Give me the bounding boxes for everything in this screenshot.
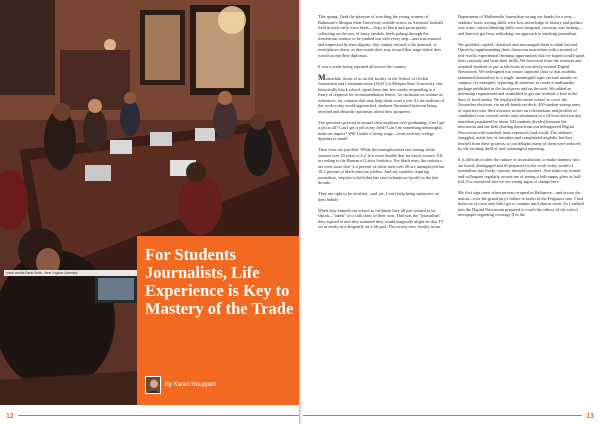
right-page	[303, 0, 600, 424]
paragraph: This spring, I had the pleasure of watching the young women of Baltimore's Morgan State University wobble across an Astroturf football field in their early worn heels—clops of black and green plastic collecting on the toes of fancy sandals, heels poking through the treacherous surface to be yanked out with every step—and was amused and impressed by their dignity; they simply refused to be deterred, or even glance down, as they made their way toward that stage where they would accept their diplomas.	[318, 14, 443, 58]
byline-text: By Karen Houppert	[165, 382, 217, 388]
footer-rule-left	[18, 415, 300, 416]
author-headshot	[145, 376, 161, 394]
paragraph: The questions pressed in around their euphoria over graduating: Can I get a job at all? Can I get a job in my field? Can I do something meaningful, make an impact? Will I make a living wage—even with my college diploma in hand?	[318, 119, 445, 141]
paragraph: We prodded, cajoled, chastised and encouraged them to think beyond Oprah by supplementing their classroom instruction with a myriad of real-world, experiential learning opportunities that we hoped would spark their curiosity and hone their skills. We borrowed from the sciences and required students to put in lab hours in our newly-created Digital Newsroom. We redesigned our senior capstone class so that students immersed themselves in a single, meaningful topic (sexual assault on campus, for example), reporting all semester to create a multimedia package published in the local press and on the web. We added an internship requirement and scrambled to get our students a foot in the door of local media. We deployed the entire school to cover the November elections via an all-hands-on-deck, 400-student-strong army of reporters who filed advance stories on referendums and profiles of candidates over several weeks and culminated in a 24-hour election day marathon populated by about 100 students divided between the newsroom and the field (fueling them from our beleaguered Digital Newsroom with standard-issue reporterly junk food). The students struggled, made lots of mistakes and complained mightily but they learned from these projects; to our delight, many of them were seduced by the exciting thrill of real, meaningful reporting.	[458, 41, 585, 151]
paragraph: Their fears are justified. While the unemployment rate among white women over 20 today is 4.2, it is more double that for black women, 8.8, according to the Bureau of Labor Statistics. For black men, the statistics are even more dire: 4.2 percent of white men over 20 are unemployed but 10.2 percent of black men are jobless. And my students, aspiring journalists, step into a field that has seen calamitous layoffs in the last decade.	[318, 147, 445, 185]
paragraph: Meanwhile, those of us on the faculty of the School of Global Journalism and Communication (SGJC) at Morgan State University, this historically black school, spent those last few weeks responding to a flurry of requests for recommendation letters, for inclusion on resume as references, for contacts that may help them score a job. As the realities of the work-a-day world approached, students fluctuated between being terrified and absurdly optimistic about their prospects.	[318, 72, 445, 114]
photo-credit: photo credits:David Smith, West Virginia University	[4, 270, 144, 276]
paragraph: They are right to be terrified—and yet, I can't help being optimistic on their behalf.	[318, 191, 439, 202]
paragraph: It is difficult to alter the culture of an institution, to make students who are bored, disengaged and ill-prepared for the work-a-day world of journalism into lively, curious, intrepid reporters. And while my friends and colleagues regularly accuse me of seeing a half-empty glass as half-full, I'm convinced that we are seeing signs of change here.	[458, 157, 582, 184]
paragraph: My first sign came when protests erupted in Baltimore—and across the nation—over the grand jury's failure to indict in the Ferguson case. I had been out of town and didn't get to campus until almost noon. As I walked into the Digital Newsroom prepared to coach the editors of the school newspaper regarding coverage (I'm the	[458, 190, 584, 217]
paragraph: Department of Multimedia Journalism wrung our hands for a year—students' basic writing skills were low, knowledge of history and politics was scant, critical thinking skills were marginal, curiosity was lacking—and then we got busy rethinking our approach to teaching journalism.	[458, 14, 583, 36]
page-number-left: 12	[6, 413, 14, 420]
page-number-right: 13	[586, 413, 594, 420]
article-title: For Students Journalists, Life Experience is Key to Mastery of the Trade	[145, 245, 294, 318]
title-box	[137, 236, 300, 405]
paragraph: When they entered our school as freshmen they all just wanted to be Oprah—"talent" on a talk show of their own. That was the "journalism" they aspired to and they assumed they would magically alight on that TV set as easily as a dragonfly on a lily pad. The mostly-new faculty in our	[318, 207, 444, 229]
byline	[145, 376, 216, 394]
body-column-2	[458, 14, 585, 223]
footer-rule-right	[303, 415, 582, 416]
author-headshot-icon	[146, 377, 161, 394]
body-column-1	[318, 14, 445, 235]
paragraph: It was a scene being repeated all across the country.	[318, 63, 407, 69]
